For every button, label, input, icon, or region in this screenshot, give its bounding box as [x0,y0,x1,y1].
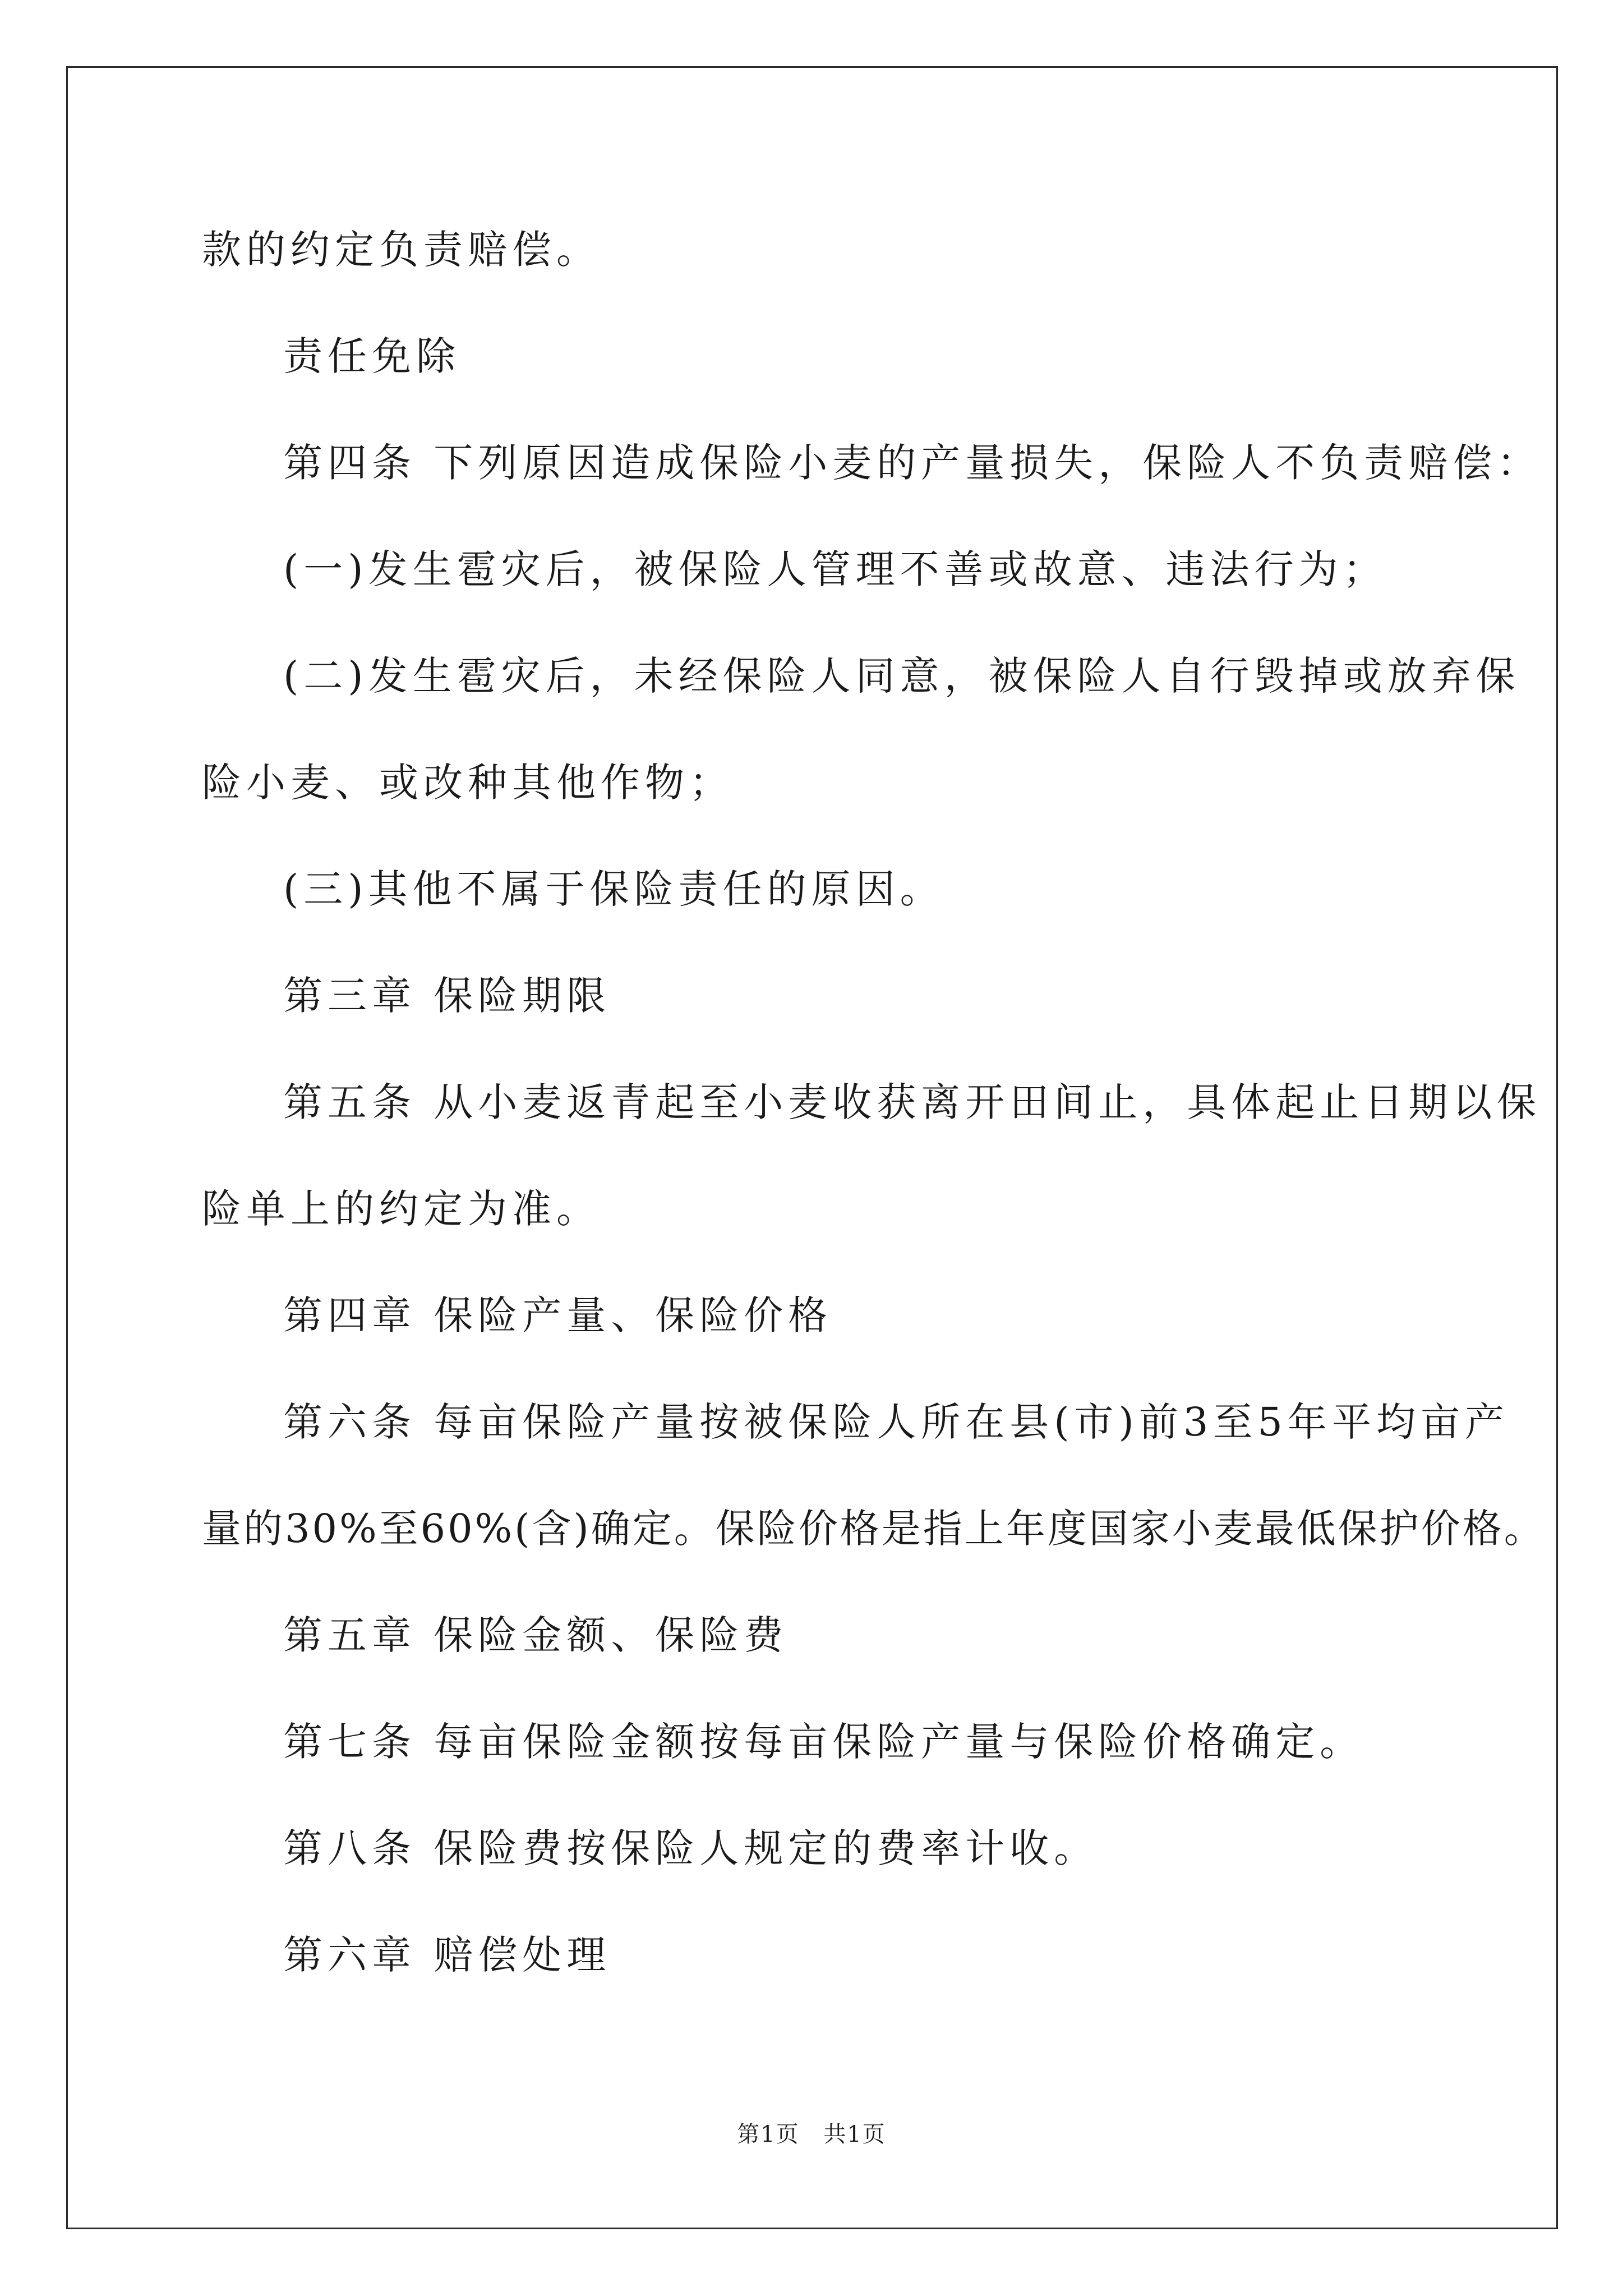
article-line: 第六条 每亩保险产量按被保险人所在县(市)前3至5年平均亩产 [283,1399,1509,1445]
body-line: 款的约定负责赔偿。 [202,227,601,273]
body-line: 险单上的约定为准。 [202,1186,601,1232]
article-line: 第八条 保险费按保险人规定的费率计收。 [283,1825,1099,1871]
list-item: (一)发生雹灾后，被保险人管理不善或故意、违法行为； [283,546,1387,592]
article-line: 第五条 从小麦返青起至小麦收获离开田间止，具体起止日期以保 [283,1079,1542,1125]
list-item: (二)发生雹灾后，未经保险人同意，被保险人自行毁掉或放弃保 [283,653,1520,699]
page-number: 第1页 [737,2122,800,2147]
article-line: 第四条 下列原因造成保险小麦的产量损失，保险人不负责赔偿： [283,440,1542,486]
chapter-heading: 第三章 保险期限 [283,973,611,1019]
page-border [66,66,1558,2229]
page-total: 共1页 [823,2122,886,2147]
chapter-heading: 第六章 赔偿处理 [283,1932,611,1978]
page-footer [0,2120,1623,2148]
chapter-heading: 第四章 保险产量、保险价格 [283,1292,833,1338]
body-line: 险小麦、或改种其他作物； [202,760,734,806]
article-line: 第七条 每亩保险金额按每亩保险产量与保险价格确定。 [283,1719,1364,1765]
body-line: 量的30%至60%(含)确定。保险价格是指上年度国家小麦最低保护价格。 [202,1506,1546,1552]
chapter-heading: 第五章 保险金额、保险费 [283,1612,789,1658]
list-item: (三)其他不属于保险责任的原因。 [283,866,944,912]
section-heading: 责任免除 [283,333,460,379]
